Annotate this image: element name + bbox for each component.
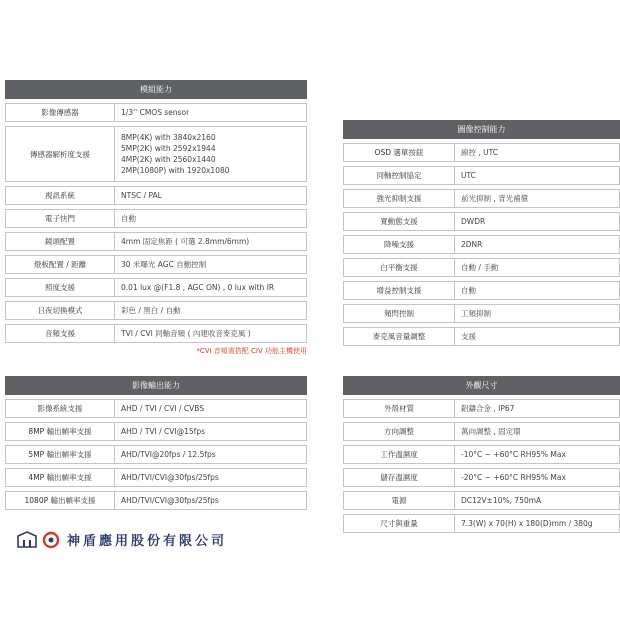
row-value-line: 自動 / 手動 — [461, 263, 499, 272]
video-output-rows — [5, 399, 307, 510]
row-value — [455, 144, 619, 161]
row-label: 日夜切換模式 — [6, 302, 115, 319]
row-label: 1080P 輸出幀率支援 — [6, 492, 115, 509]
row-value — [115, 492, 306, 509]
row-label: 影像傳感器 — [6, 104, 115, 121]
row-label: OSD 選單按鈕 — [344, 144, 455, 161]
row-label: 視訊系統 — [6, 187, 115, 204]
row-value — [455, 400, 619, 417]
table-row — [343, 258, 620, 277]
row-label: 增益控制支援 — [344, 282, 455, 299]
table-row — [5, 232, 307, 251]
row-value-line: 30 米曝光 AGC 自動控制 — [121, 260, 207, 269]
row-value-line: 4mm 固定焦距 ( 可選 2.8mm/6mm) — [121, 237, 250, 246]
row-value — [115, 423, 306, 440]
table-row — [343, 235, 620, 254]
row-value — [115, 210, 306, 227]
row-value — [115, 400, 306, 417]
row-value — [115, 187, 306, 204]
row-value-line: 鋁鑄合金 , IP67 — [461, 404, 515, 413]
row-value-line: 2MP(1080P) with 1920x1080 — [121, 166, 230, 175]
table-row — [5, 422, 307, 441]
row-value-line: 8MP(4K) with 3840x2160 — [121, 133, 216, 142]
row-label: 白平衡支援 — [344, 259, 455, 276]
appearance-rows — [343, 399, 620, 533]
module-header: 模組能力 — [5, 80, 307, 99]
row-value-line: 0.01 lux @(F1.8 , AGC ON) , 0 lux with IR — [121, 283, 275, 292]
row-value-line: 彩色 / 黑白 / 自動 — [121, 306, 181, 315]
table-row — [343, 399, 620, 418]
row-value-line: AHD/TVI/CVI@30fps/25fps — [121, 473, 219, 482]
row-value-line: 1/3'' CMOS sensor — [121, 108, 190, 117]
row-label: 鏡頭配置 — [6, 233, 115, 250]
company-name: 神盾應用股份有限公司 — [67, 534, 228, 549]
row-label: 照度支援 — [6, 279, 115, 296]
row-value — [455, 446, 619, 463]
table-row — [5, 491, 307, 510]
row-value — [455, 423, 619, 440]
row-value — [115, 302, 306, 319]
row-label: 儲存溫濕度 — [344, 469, 455, 486]
company-logo — [17, 530, 227, 549]
table-row — [5, 301, 307, 320]
row-label: 麥克風音量調整 — [344, 328, 455, 345]
table-row — [5, 126, 307, 182]
row-value-line: 4MP(2K) with 2560x1440 — [121, 155, 216, 164]
row-value-line: AHD/TVI@20fps / 12.5fps — [121, 450, 216, 459]
module-rows — [5, 103, 307, 343]
row-value — [455, 305, 619, 322]
appearance-panel — [343, 376, 620, 533]
row-value-line: 支援 — [461, 332, 476, 341]
row-label: 電源 — [344, 492, 455, 509]
row-value — [115, 233, 306, 250]
table-row — [343, 189, 620, 208]
row-value-line: AHD / TVI / CVI / CVBS — [121, 404, 205, 413]
table-row — [343, 491, 620, 510]
row-value — [115, 325, 306, 342]
row-value — [455, 213, 619, 230]
row-value-line: 7.3(W) x 70(H) x 180(D)mm / 380g — [461, 519, 593, 528]
row-label: 4MP 輸出幀率支援 — [6, 469, 115, 486]
row-value-line: 5MP(2K) with 2592x1944 — [121, 144, 216, 153]
image-control-panel — [343, 120, 620, 346]
row-value-line: AHD / TVI / CVI@15fps — [121, 427, 205, 436]
row-value — [115, 279, 306, 296]
table-row — [343, 281, 620, 300]
row-value — [455, 282, 619, 299]
table-row — [5, 255, 307, 274]
table-row — [5, 103, 307, 122]
row-value — [455, 328, 619, 345]
row-value — [455, 259, 619, 276]
row-value-line: -10°C ~ +60°C RH95% Max — [461, 450, 566, 459]
row-value-line: 萬向調整 , 固定環 — [461, 427, 521, 436]
row-value-line: 工頻抑制 — [461, 309, 491, 318]
row-label: 強光抑制支援 — [344, 190, 455, 207]
table-row — [343, 445, 620, 464]
row-label: 音頻支援 — [6, 325, 115, 342]
row-value-line: DC12V±10%, 750mA — [461, 496, 542, 505]
table-row — [343, 422, 620, 441]
video-output-panel — [5, 376, 307, 510]
table-row — [5, 278, 307, 297]
row-value — [115, 104, 306, 121]
table-row — [343, 327, 620, 346]
row-value-line: 線控 , UTC — [461, 148, 499, 157]
table-row — [343, 143, 620, 162]
row-label: 寬動態支援 — [344, 213, 455, 230]
table-row — [5, 209, 307, 228]
row-value — [455, 515, 619, 532]
row-label: 方向調整 — [344, 423, 455, 440]
row-label: 外殼材質 — [344, 400, 455, 417]
row-label: 降噪支援 — [344, 236, 455, 253]
row-value-line: -20°C ~ +60°C RH95% Max — [461, 473, 566, 482]
row-label: 8MP 輸出幀率支援 — [6, 423, 115, 440]
row-value — [455, 167, 619, 184]
shield-logo-icon — [17, 531, 37, 549]
row-value — [115, 446, 306, 463]
row-value-line: 自動 — [461, 286, 476, 295]
module-panel — [5, 80, 307, 356]
row-value — [455, 469, 619, 486]
row-value — [115, 256, 306, 273]
table-row — [5, 468, 307, 487]
row-label: 5MP 輸出幀率支援 — [6, 446, 115, 463]
row-value — [115, 469, 306, 486]
row-value-line: 2DNR — [461, 240, 483, 249]
row-value-line: UTC — [461, 171, 476, 180]
module-note: *CVI 音頻需搭配 CIV 功能主機使用 — [196, 347, 307, 355]
company-mark-icon — [41, 531, 61, 549]
table-row — [5, 399, 307, 418]
row-label: 同軸控制協定 — [344, 167, 455, 184]
row-label: 頻閃控制 — [344, 305, 455, 322]
row-value-line: NTSC / PAL — [121, 191, 162, 200]
image-control-rows — [343, 143, 620, 346]
table-row — [343, 212, 620, 231]
row-value-line: TVI / CVI 同軸音頻 ( 內建收音麥克風 ) — [121, 329, 251, 338]
video-output-header: 影像輸出能力 — [5, 376, 307, 395]
row-value — [115, 127, 306, 181]
row-value — [455, 236, 619, 253]
row-value — [455, 492, 619, 509]
row-label: 傳感器解析度支援 — [6, 127, 115, 181]
table-row — [343, 514, 620, 533]
table-row — [5, 324, 307, 343]
row-label: 尺寸與重量 — [344, 515, 455, 532]
row-value-line: AHD/TVI/CVI@30fps/25fps — [121, 496, 219, 505]
table-row — [343, 166, 620, 185]
image-control-header: 圖像控制能力 — [343, 120, 620, 139]
row-value-line: 自動 — [121, 214, 136, 223]
appearance-header: 外觀尺寸 — [343, 376, 620, 395]
table-row — [5, 445, 307, 464]
row-label: 電子快門 — [6, 210, 115, 227]
table-row — [343, 304, 620, 323]
row-label: 燈板配置 / 距離 — [6, 256, 115, 273]
table-row — [343, 468, 620, 487]
row-label: 影像系統支援 — [6, 400, 115, 417]
row-value-line: 前光抑制 , 背光補償 — [461, 194, 529, 203]
row-label: 工作溫濕度 — [344, 446, 455, 463]
table-row — [5, 186, 307, 205]
row-value-line: DWDR — [461, 217, 486, 226]
row-value — [455, 190, 619, 207]
